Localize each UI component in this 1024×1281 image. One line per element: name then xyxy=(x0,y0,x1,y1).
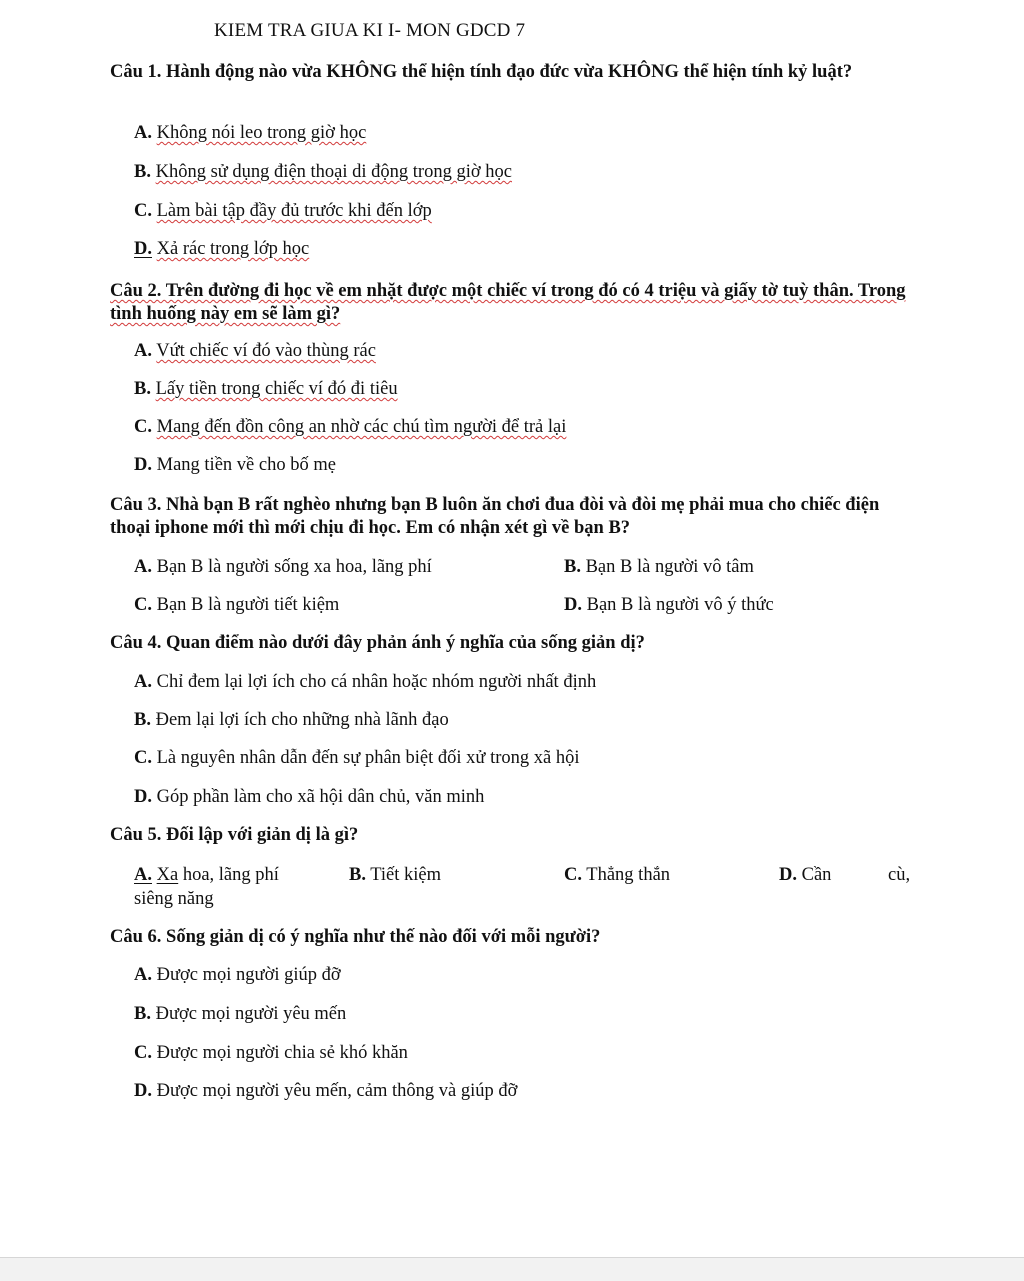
question-3-option-c: C. Bạn B là người tiết kiệm xyxy=(134,595,340,615)
viewer-bottom-bar xyxy=(0,1257,1024,1281)
question-2-option-b: B. Lấy tiền trong chiếc ví đó đi tiêu xyxy=(134,379,398,399)
question-2-option-c: C. Mang đến đồn công an nhờ các chú tìm người để trả lại xyxy=(134,417,567,437)
question-4-option-c: C. Là nguyên nhân dẫn đến sự phân biệt đối xử trong xã hội xyxy=(134,748,580,768)
question-6-option-c: C. Được mọi người chia sẻ khó khăn xyxy=(134,1043,408,1063)
question-1-stem: Câu 1. Hành động nào vừa KHÔNG thể hiện tính đạo đức vừa KHÔNG thể hiện tính kỷ luật? xyxy=(110,62,853,82)
question-5-stem: Câu 5. Đối lập với giản dị là gì? xyxy=(110,825,359,845)
question-3-option-b: B. Bạn B là người vô tâm xyxy=(564,557,754,577)
question-1-option-d: D. Xả rác trong lớp học xyxy=(134,239,310,259)
question-6-stem: Câu 6. Sống giản dị có ý nghĩa như thế nào đối với mỗi người? xyxy=(110,927,601,947)
question-1-option-c: C. Làm bài tập đầy đủ trước khi đến lớp xyxy=(134,201,432,221)
question-1-option-a: A. Không nói leo trong giờ học xyxy=(134,123,367,143)
question-5-option-a: A. Xa hoa, lãng phí xyxy=(134,865,279,885)
question-2-option-d: D. Mang tiền về cho bố mẹ xyxy=(134,455,336,475)
question-2-stem: Câu 2. Trên đường đi học về em nhặt được một chiếc ví trong đó có 4 triệu và giấy tờ tuỳ thân. Trong tình huống này em sẽ làm gì? xyxy=(110,281,906,324)
question-6-option-d: D. Được mọi người yêu mến, cảm thông và giúp đỡ xyxy=(134,1081,518,1101)
question-3-option-a: A. Bạn B là người sống xa hoa, lãng phí xyxy=(134,557,432,577)
question-6-option-b: B. Được mọi người yêu mến xyxy=(134,1004,347,1024)
question-4-option-a: A. Chỉ đem lại lợi ích cho cá nhân hoặc nhóm người nhất định xyxy=(134,672,597,692)
question-5-option-c: C. Thẳng thắn xyxy=(564,865,671,885)
question-5-option-b: B. Tiết kiệm xyxy=(349,865,442,885)
question-3-stem: Câu 3. Nhà bạn B rất nghèo nhưng bạn B luôn ăn chơi đua đòi và đòi mẹ phải mua cho chiếc điện thoại iphone mới thì mới chịu đi học. Em có nhận xét gì về bạn B? xyxy=(110,495,880,538)
question-5-option-d: D. Cần xyxy=(779,865,832,885)
question-5-option-d-tail: cù, xyxy=(888,865,911,885)
question-2-option-a: A. Vứt chiếc ví đó vào thùng rác xyxy=(134,341,376,361)
question-1-option-b: B. Không sử dụng điện thoại di động trong giờ học xyxy=(134,162,512,182)
page-title: KIEM TRA GIUA KI I- MON GDCD 7 xyxy=(214,20,526,41)
question-3-option-d: D. Bạn B là người vô ý thức xyxy=(564,595,774,615)
question-5-option-d-wrap: siêng năng xyxy=(134,889,214,909)
question-4-option-b: B. Đem lại lợi ích cho những nhà lãnh đạo xyxy=(134,710,449,730)
question-4-option-d: D. Góp phần làm cho xã hội dân chủ, văn minh xyxy=(134,787,485,807)
question-6-option-a: A. Được mọi người giúp đỡ xyxy=(134,965,341,985)
question-4-stem: Câu 4. Quan điểm nào dưới đây phản ánh ý nghĩa của sống giản dị? xyxy=(110,633,645,653)
